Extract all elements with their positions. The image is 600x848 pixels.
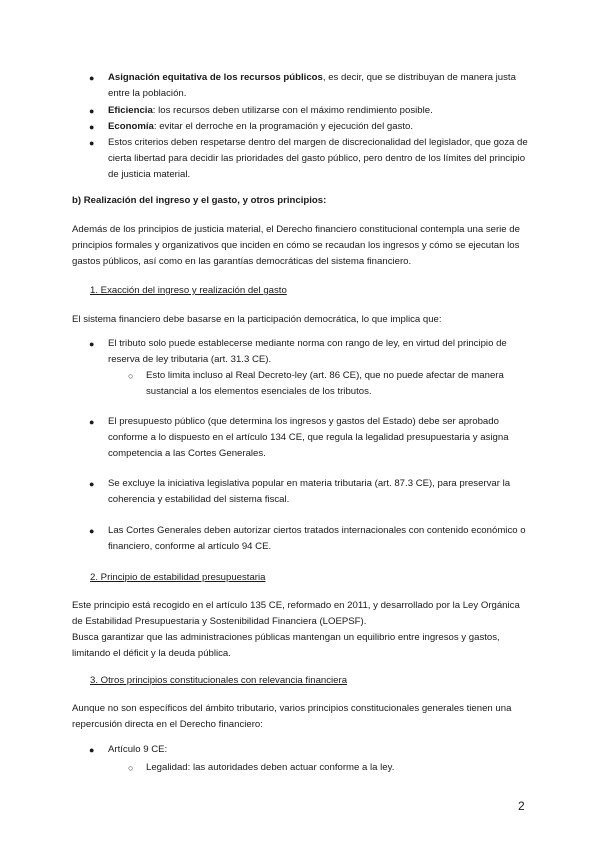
list-item [89, 414, 529, 462]
list-item-text: Eficiencia: los recursos deben utilizarse con el máximo rendimiento posible. [108, 105, 433, 116]
list-item [89, 476, 529, 508]
list-item [89, 742, 529, 758]
sub-list-item [128, 368, 528, 400]
section-intro-paragraph: Además de los principios de justicia material, el Derecho financiero constitucional contempla una serie de principios formales y organizativos que inciden en cómo se recaudan los ingresos y cómo se ejecutan los gastos públicos, así como en las garantías democráticas del sistema financiero. [72, 224, 520, 267]
bullet-icon: ● [89, 122, 95, 132]
bullet-icon: ● [89, 526, 95, 536]
paragraph: Este principio está recogido en el artículo 135 CE, reformado en 2011, y desarrollado por la Ley Orgánica de Estabilidad Presupuestaria y Sostenibilidad Financiera (LOEPSF). [72, 600, 520, 627]
subsection-heading: 3. Otros principios constitucionales con relevancia financiera [90, 675, 348, 686]
bullet-icon: ● [89, 417, 95, 427]
sub-bullet-icon: ○ [128, 371, 134, 381]
list-item-text: El presupuesto público (que determina los ingresos y gastos del Estado) debe ser aprobado conforme a lo dispuesto en el artículo 134 CE, que regula la legalidad presupuestaria y asigna competencia a las Cortes Generales. [108, 416, 509, 459]
sub-list-item-text: Legalidad: las autoridades deben actuar conforme a la ley. [146, 762, 395, 773]
sub-bullet-icon: ○ [128, 763, 134, 773]
page-number: 2 [518, 799, 525, 813]
list-item-text: Estos criterios deben respetarse dentro del margen de discrecionalidad del legislador, que goza de cierta libertad para decidir las prioridades del gasto público, pero dentro de los límites del principio de justicia material. [108, 137, 528, 180]
list-item [89, 523, 529, 555]
bullet-icon: ● [89, 73, 95, 83]
bullet-icon: ● [89, 745, 95, 755]
sub-list-item-text: Esto limita incluso al Real Decreto-ley (art. 86 CE), que no puede afectar de manera sustancial a los elementos esenciales de los tributos. [146, 370, 504, 397]
sub-list-item [128, 760, 528, 776]
paragraph: Aunque no son específicos del ámbito tributario, varios principios constitucionales generales tienen una repercusión directa en el Derecho financiero: [72, 703, 512, 730]
list-item [89, 119, 529, 135]
section-heading: b) Realización del ingreso y el gasto, y otros principios: [72, 195, 327, 206]
bullet-icon: ● [89, 479, 95, 489]
bullet-icon: ● [89, 106, 95, 116]
list-item [89, 103, 529, 119]
bullet-icon: ● [89, 138, 95, 148]
bullet-icon: ● [89, 339, 95, 349]
list-item-text: Economía: evitar el derroche en la programación y ejecución del gasto. [108, 121, 414, 132]
list-item [89, 336, 529, 368]
paragraph: Busca garantizar que las administraciones públicas mantengan un equilibrio entre ingresos y gastos, limitando el déficit y la deuda pública. [72, 632, 500, 659]
list-item-text: Se excluye la iniciativa legislativa popular en materia tributaria (art. 87.3 CE), para preservar la coherencia y estabilidad del sistema fiscal. [108, 478, 511, 505]
list-item [89, 135, 529, 183]
list-item [89, 70, 529, 102]
list-item-text: Artículo 9 CE: [108, 744, 168, 755]
subsection-heading: 1. Exacción del ingreso y realización del gasto [90, 285, 287, 296]
list-item-text: Asignación equitativa de los recursos públicos, es decir, que se distribuyan de manera justa entre la población. [108, 72, 516, 99]
list-item-text: El tributo solo puede establecerse mediante norma con rango de ley, en virtud del principio de reserva de ley tributaria (art. 31.3 CE). [108, 338, 507, 365]
paragraph: El sistema financiero debe basarse en la participación democrática, lo que implica que: [72, 314, 442, 325]
subsection-heading: 2. Principio de estabilidad presupuestaria [90, 572, 266, 583]
list-item-text: Las Cortes Generales deben autorizar ciertos tratados internacionales con contenido económico o financiero, conforme al artículo 94 CE. [108, 525, 526, 552]
